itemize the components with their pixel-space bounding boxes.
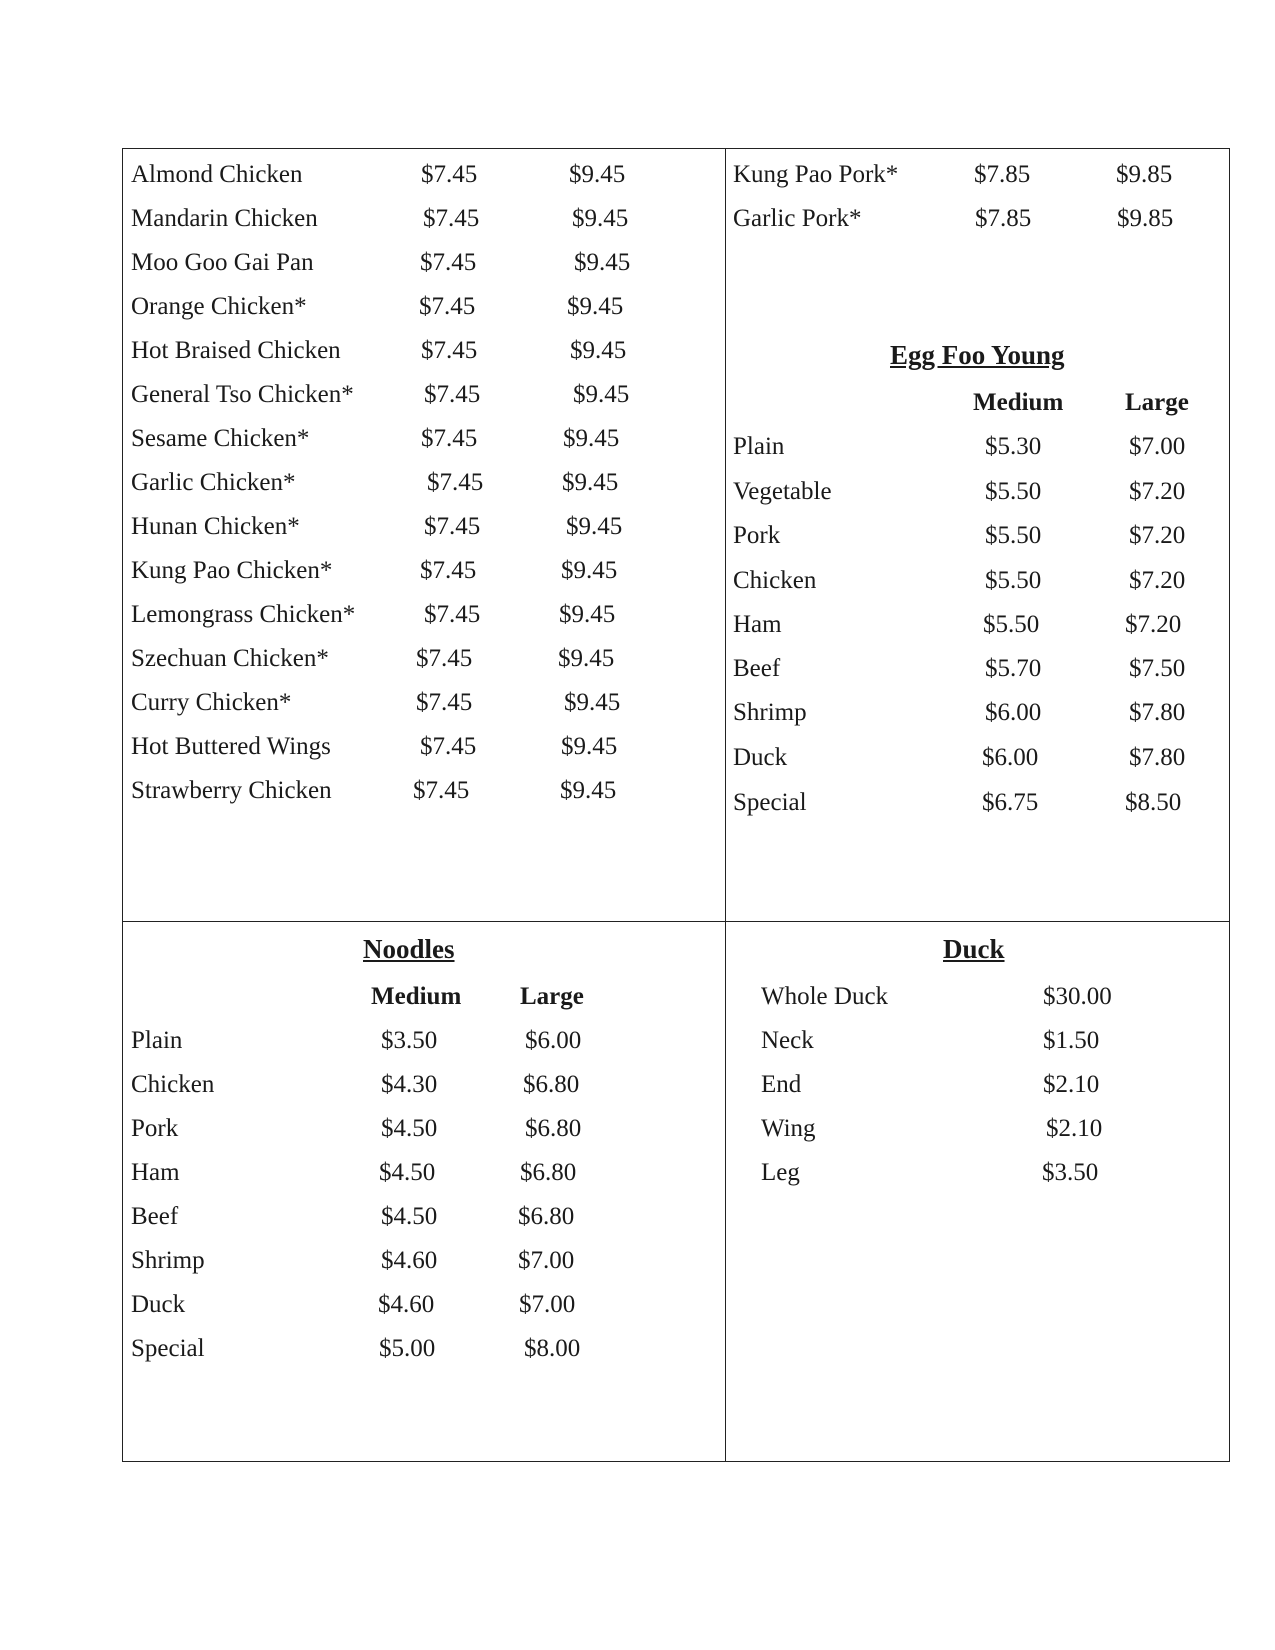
price-medium: $7.45 xyxy=(421,337,478,364)
price-medium: $5.50 xyxy=(983,611,1040,638)
menu-row xyxy=(123,773,725,809)
noodles-section xyxy=(123,921,725,1461)
price-large: $7.20 xyxy=(1129,567,1186,594)
menu-row xyxy=(725,1155,1229,1191)
menu-row xyxy=(725,651,1229,687)
price-medium: $7.45 xyxy=(424,601,481,628)
price-large: $9.45 xyxy=(570,337,627,364)
menu-row xyxy=(123,553,725,589)
price-medium: $7.45 xyxy=(424,513,481,540)
menu-row xyxy=(123,509,725,545)
item-name: Vegetable xyxy=(733,478,832,505)
item-name: Pork xyxy=(733,522,781,549)
menu-row xyxy=(123,1243,725,1279)
item-name: Sesame Chicken* xyxy=(131,425,310,452)
price-medium: $5.50 xyxy=(985,478,1042,505)
item-name: Duck xyxy=(131,1291,186,1318)
price-large: $7.20 xyxy=(1129,478,1186,505)
menu-row xyxy=(123,333,725,369)
menu-row xyxy=(123,1287,725,1323)
item-name: Lemongrass Chicken* xyxy=(131,601,356,628)
item-name: End xyxy=(761,1071,802,1098)
price-medium: $5.50 xyxy=(985,567,1042,594)
menu-row xyxy=(123,421,725,457)
item-name: General Tso Chicken* xyxy=(131,381,354,408)
price-large: $6.80 xyxy=(518,1203,575,1230)
menu-row xyxy=(123,1023,725,1059)
price-medium: $4.50 xyxy=(379,1159,436,1186)
price-large: $9.45 xyxy=(573,381,630,408)
price-medium: $6.00 xyxy=(982,744,1039,771)
item-name: Mandarin Chicken xyxy=(131,205,318,232)
duck-title: Duck xyxy=(943,934,1005,964)
price-medium: $4.50 xyxy=(381,1203,438,1230)
menu-row xyxy=(725,1111,1229,1147)
price-medium: $4.50 xyxy=(381,1115,438,1142)
item-name: Almond Chicken xyxy=(131,161,303,188)
price-medium: $6.00 xyxy=(985,699,1042,726)
menu-row xyxy=(725,607,1229,643)
price-large: $9.45 xyxy=(558,645,615,672)
price-large: $9.45 xyxy=(569,161,626,188)
price-medium: $6.75 xyxy=(982,789,1039,816)
menu-row xyxy=(123,1199,725,1235)
price-large: $7.00 xyxy=(518,1247,575,1274)
item-name: Curry Chicken* xyxy=(131,689,292,716)
item-name: Beef xyxy=(131,1203,179,1230)
price-large: $9.85 xyxy=(1117,205,1174,232)
item-name: Ham xyxy=(733,611,782,638)
price-medium: $5.30 xyxy=(985,433,1042,460)
price-medium: $7.45 xyxy=(416,689,473,716)
price-large: $9.45 xyxy=(561,733,618,760)
item-name: Hunan Chicken* xyxy=(131,513,300,540)
price-medium: $4.60 xyxy=(381,1247,438,1274)
item-name: Whole Duck xyxy=(761,983,889,1010)
menu-row xyxy=(725,1067,1229,1103)
menu-row xyxy=(123,289,725,325)
menu-row xyxy=(123,157,725,193)
item-name: Kung Pao Chicken* xyxy=(131,557,333,584)
price-medium: $7.45 xyxy=(419,293,476,320)
menu-row xyxy=(725,785,1229,821)
item-name: Special xyxy=(733,789,807,816)
menu-row xyxy=(123,1155,725,1191)
menu-grid xyxy=(122,148,1230,1462)
item-name: Hot Buttered Wings xyxy=(131,733,331,760)
item-name: Garlic Chicken* xyxy=(131,469,296,496)
price-large: $6.80 xyxy=(523,1071,580,1098)
menu-row xyxy=(725,157,1229,193)
item-name: Leg xyxy=(761,1159,800,1186)
price-medium: $5.00 xyxy=(379,1335,436,1362)
item-name: Moo Goo Gai Pan xyxy=(131,249,314,276)
menu-row xyxy=(123,1331,725,1367)
price-medium: $7.45 xyxy=(416,645,473,672)
item-name: Ham xyxy=(131,1159,180,1186)
item-name: Shrimp xyxy=(733,699,807,726)
pork-egg-foo-young-section xyxy=(725,149,1229,921)
price-large: $6.80 xyxy=(525,1115,582,1142)
item-name: Hot Braised Chicken xyxy=(131,337,341,364)
menu-row xyxy=(123,685,725,721)
menu-row xyxy=(123,597,725,633)
price-large: $7.80 xyxy=(1129,744,1186,771)
price-medium: $7.45 xyxy=(413,777,470,804)
item-name: Special xyxy=(131,1335,205,1362)
menu-row xyxy=(123,201,725,237)
menu-row xyxy=(123,1067,725,1103)
price: $1.50 xyxy=(1043,1027,1100,1054)
price: $3.50 xyxy=(1042,1159,1099,1186)
item-name: Wing xyxy=(761,1115,816,1142)
price-large: $9.45 xyxy=(564,689,621,716)
item-name: Plain xyxy=(131,1027,183,1054)
price-large: $9.45 xyxy=(562,469,619,496)
price-medium: $3.50 xyxy=(381,1027,438,1054)
menu-row xyxy=(123,1111,725,1147)
price-large: $9.45 xyxy=(561,557,618,584)
item-name: Kung Pao Pork* xyxy=(733,161,899,188)
menu-row xyxy=(725,563,1229,599)
price-large: $9.45 xyxy=(567,293,624,320)
price-large: $6.80 xyxy=(520,1159,577,1186)
price-large: $7.20 xyxy=(1129,522,1186,549)
price-medium: $5.50 xyxy=(985,522,1042,549)
item-name: Shrimp xyxy=(131,1247,205,1274)
item-name: Plain xyxy=(733,433,785,460)
price-medium: $7.45 xyxy=(420,557,477,584)
price-medium: $4.60 xyxy=(378,1291,435,1318)
menu-row xyxy=(123,245,725,281)
price-large: $9.45 xyxy=(566,513,623,540)
item-name: Neck xyxy=(761,1027,814,1054)
price: $30.00 xyxy=(1043,983,1112,1010)
price-large: $9.45 xyxy=(574,249,631,276)
item-name: Garlic Pork* xyxy=(733,205,862,232)
price-medium: $5.70 xyxy=(985,655,1042,682)
column-header-large: Large xyxy=(520,983,584,1010)
item-name: Beef xyxy=(733,655,781,682)
price-large: $7.20 xyxy=(1125,611,1182,638)
price-large: $9.45 xyxy=(559,601,616,628)
noodles-title: Noodles xyxy=(363,934,455,964)
item-name: Szechuan Chicken* xyxy=(131,645,329,672)
price-medium: $7.45 xyxy=(420,249,477,276)
menu-row xyxy=(725,1023,1229,1059)
price-medium: $4.30 xyxy=(381,1071,438,1098)
menu-row xyxy=(123,377,725,413)
price-large: $6.00 xyxy=(525,1027,582,1054)
price-large: $7.50 xyxy=(1129,655,1186,682)
menu-row xyxy=(725,695,1229,731)
price: $2.10 xyxy=(1043,1071,1100,1098)
price-large: $8.50 xyxy=(1125,789,1182,816)
column-header-medium: Medium xyxy=(371,983,462,1010)
price-large: $7.80 xyxy=(1129,699,1186,726)
egg-foo-young-title: Egg Foo Young xyxy=(890,340,1065,370)
chicken-section xyxy=(123,149,725,921)
menu-row xyxy=(725,201,1229,237)
price-medium: $7.45 xyxy=(421,425,478,452)
menu-row xyxy=(725,518,1229,554)
menu-row xyxy=(123,641,725,677)
price: $2.10 xyxy=(1046,1115,1103,1142)
column-header-large: Large xyxy=(1125,389,1189,416)
column-header-medium: Medium xyxy=(973,389,1064,416)
menu-row xyxy=(123,729,725,765)
price-medium: $7.85 xyxy=(975,205,1032,232)
price-medium: $7.45 xyxy=(424,381,481,408)
price-large: $9.85 xyxy=(1116,161,1173,188)
item-name: Chicken xyxy=(733,567,817,594)
price-medium: $7.45 xyxy=(420,733,477,760)
menu-row xyxy=(725,979,1229,1015)
item-name: Orange Chicken* xyxy=(131,293,307,320)
menu-row xyxy=(123,465,725,501)
price-large: $9.45 xyxy=(572,205,629,232)
price-medium: $7.45 xyxy=(421,161,478,188)
item-name: Duck xyxy=(733,744,788,771)
menu-row xyxy=(725,474,1229,510)
price-large: $9.45 xyxy=(563,425,620,452)
item-name: Pork xyxy=(131,1115,179,1142)
price-large: $9.45 xyxy=(560,777,617,804)
price-large: $7.00 xyxy=(1129,433,1186,460)
price-large: $8.00 xyxy=(524,1335,581,1362)
price-medium: $7.85 xyxy=(974,161,1031,188)
menu-row xyxy=(725,740,1229,776)
duck-section xyxy=(725,921,1229,1461)
price-medium: $7.45 xyxy=(423,205,480,232)
price-medium: $7.45 xyxy=(427,469,484,496)
item-name: Chicken xyxy=(131,1071,215,1098)
item-name: Strawberry Chicken xyxy=(131,777,332,804)
price-large: $7.00 xyxy=(519,1291,576,1318)
menu-row xyxy=(725,429,1229,465)
